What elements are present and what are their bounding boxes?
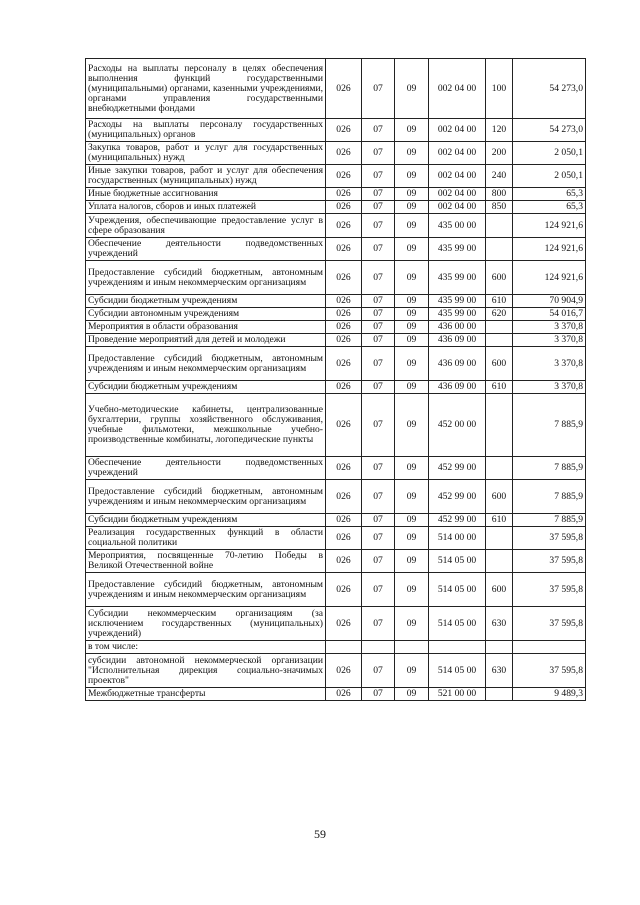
row-expense-type: 630 xyxy=(486,607,513,641)
table-row xyxy=(86,654,586,688)
row-target-article: 521 00 00 xyxy=(429,688,486,701)
row-target-article xyxy=(429,641,486,654)
table-row xyxy=(86,201,586,214)
row-subsection: 09 xyxy=(395,334,429,347)
row-name: Учебно-методические кабинеты, централизованные бухгалтерии, группы хозяйственного обслуживания, учебные фильмотеки, межшкольные учебно-производственные комбинаты, логопедические пункты xyxy=(86,394,326,457)
row-name: Обеспечение деятельности подведомственных учреждений xyxy=(86,238,326,261)
row-amount: 7 885,9 xyxy=(513,514,586,527)
page-number: 59 xyxy=(314,827,326,841)
row-expense-type xyxy=(486,457,513,480)
row-section: 07 xyxy=(362,688,395,701)
row-section: 07 xyxy=(362,457,395,480)
row-subsection xyxy=(395,641,429,654)
row-gov-code: 026 xyxy=(326,514,362,527)
row-expense-type: 850 xyxy=(486,201,513,214)
row-name: Предоставление субсидий бюджетным, автономным учреждениям и иным некоммерческим организациям xyxy=(86,573,326,607)
row-gov-code: 026 xyxy=(326,394,362,457)
row-subsection: 09 xyxy=(395,214,429,238)
row-expense-type: 200 xyxy=(486,142,513,165)
row-target-article: 435 99 00 xyxy=(429,238,486,261)
row-amount: 2 050,1 xyxy=(513,142,586,165)
table-row xyxy=(86,188,586,201)
table-row xyxy=(86,321,586,334)
row-expense-type: 610 xyxy=(486,295,513,308)
table-row xyxy=(86,381,586,394)
row-gov-code: 026 xyxy=(326,321,362,334)
row-gov-code: 026 xyxy=(326,142,362,165)
table-row xyxy=(86,261,586,295)
row-expense-type: 100 xyxy=(486,59,513,119)
table-body xyxy=(86,59,586,701)
table-row xyxy=(86,688,586,701)
row-section: 07 xyxy=(362,321,395,334)
row-amount: 7 885,9 xyxy=(513,394,586,457)
row-gov-code xyxy=(326,641,362,654)
table-row xyxy=(86,214,586,238)
row-subsection: 09 xyxy=(395,347,429,381)
row-amount: 3 370,8 xyxy=(513,321,586,334)
row-gov-code: 026 xyxy=(326,261,362,295)
row-gov-code: 026 xyxy=(326,457,362,480)
row-amount: 3 370,8 xyxy=(513,381,586,394)
table-row xyxy=(86,573,586,607)
row-name: Субсидии некоммерческим организациям (за исключением государственных (муниципальных) учреждений) xyxy=(86,607,326,641)
row-subsection: 09 xyxy=(395,295,429,308)
row-gov-code: 026 xyxy=(326,119,362,142)
row-subsection: 09 xyxy=(395,573,429,607)
row-name: Иные закупки товаров, работ и услуг для обеспечения государственных (муниципальных) нужд xyxy=(86,165,326,188)
table-row xyxy=(86,334,586,347)
row-gov-code: 026 xyxy=(326,238,362,261)
row-subsection: 09 xyxy=(395,261,429,295)
row-amount: 65,3 xyxy=(513,188,586,201)
row-name: Проведение мероприятий для детей и молодежи xyxy=(86,334,326,347)
row-subsection: 09 xyxy=(395,321,429,334)
row-amount: 124 921,6 xyxy=(513,261,586,295)
row-section: 07 xyxy=(362,119,395,142)
row-gov-code: 026 xyxy=(326,654,362,688)
row-target-article: 002 04 00 xyxy=(429,201,486,214)
row-target-article: 452 99 00 xyxy=(429,514,486,527)
row-subsection: 09 xyxy=(395,188,429,201)
row-target-article: 002 04 00 xyxy=(429,142,486,165)
row-subsection: 09 xyxy=(395,201,429,214)
row-expense-type: 800 xyxy=(486,188,513,201)
table-row xyxy=(86,119,586,142)
table-row xyxy=(86,347,586,381)
row-target-article: 514 05 00 xyxy=(429,550,486,573)
row-gov-code: 026 xyxy=(326,527,362,550)
row-expense-type: 610 xyxy=(486,514,513,527)
table-row xyxy=(86,550,586,573)
row-name: Субсидии бюджетным учреждениям xyxy=(86,381,326,394)
row-gov-code: 026 xyxy=(326,295,362,308)
row-name: Предоставление субсидий бюджетным, автономным учреждениям и иным некоммерческим организациям xyxy=(86,480,326,514)
row-subsection: 09 xyxy=(395,308,429,321)
row-amount: 37 595,8 xyxy=(513,573,586,607)
row-name: Уплата налогов, сборов и иных платежей xyxy=(86,201,326,214)
row-section: 07 xyxy=(362,261,395,295)
row-gov-code: 026 xyxy=(326,347,362,381)
row-section: 07 xyxy=(362,334,395,347)
row-name: Предоставление субсидий бюджетным, автономным учреждениям и иным некоммерческим организациям xyxy=(86,261,326,295)
row-target-article: 436 09 00 xyxy=(429,334,486,347)
table-row xyxy=(86,59,586,119)
row-section xyxy=(362,641,395,654)
row-subsection: 09 xyxy=(395,381,429,394)
row-expense-type: 610 xyxy=(486,381,513,394)
table-row xyxy=(86,142,586,165)
row-name: субсидии автономной некоммерческой организации "Исполнительная дирекция социально-значимых проектов" xyxy=(86,654,326,688)
row-expense-type xyxy=(486,641,513,654)
table-row xyxy=(86,238,586,261)
row-expense-type: 120 xyxy=(486,119,513,142)
row-expense-type: 600 xyxy=(486,480,513,514)
row-expense-type: 630 xyxy=(486,654,513,688)
row-section: 07 xyxy=(362,381,395,394)
row-section: 07 xyxy=(362,188,395,201)
row-section: 07 xyxy=(362,527,395,550)
row-target-article: 435 00 00 xyxy=(429,214,486,238)
row-section: 07 xyxy=(362,514,395,527)
row-section: 07 xyxy=(362,201,395,214)
table-row xyxy=(86,165,586,188)
row-amount xyxy=(513,641,586,654)
row-gov-code: 026 xyxy=(326,573,362,607)
row-section: 07 xyxy=(362,347,395,381)
row-gov-code: 026 xyxy=(326,381,362,394)
row-target-article: 452 99 00 xyxy=(429,480,486,514)
row-expense-type xyxy=(486,688,513,701)
row-amount: 54 273,0 xyxy=(513,59,586,119)
row-gov-code: 026 xyxy=(326,59,362,119)
row-name: Закупка товаров, работ и услуг для государственных (муниципальных) нужд xyxy=(86,142,326,165)
row-expense-type xyxy=(486,527,513,550)
row-name: Реализация государственных функций в области социальной политики xyxy=(86,527,326,550)
row-name: Расходы на выплаты персоналу в целях обеспечения выполнения функций государственными (муниципальными) органами, казенными учреждениями, органами управления государственными внебюджетными фондами xyxy=(86,59,326,119)
row-subsection: 09 xyxy=(395,527,429,550)
row-section: 07 xyxy=(362,607,395,641)
row-name: Субсидии бюджетным учреждениям xyxy=(86,295,326,308)
table-row xyxy=(86,457,586,480)
row-target-article: 435 99 00 xyxy=(429,308,486,321)
row-section: 07 xyxy=(362,394,395,457)
row-section: 07 xyxy=(362,142,395,165)
row-name: в том числе: xyxy=(86,641,326,654)
row-target-article: 514 05 00 xyxy=(429,573,486,607)
row-target-article: 436 09 00 xyxy=(429,347,486,381)
row-gov-code: 026 xyxy=(326,688,362,701)
table-row xyxy=(86,527,586,550)
row-target-article: 002 04 00 xyxy=(429,59,486,119)
row-amount: 9 489,3 xyxy=(513,688,586,701)
budget-table xyxy=(85,58,586,701)
row-amount: 37 595,8 xyxy=(513,550,586,573)
row-name: Мероприятия, посвященные 70-летию Победы в Великой Отечественной войне xyxy=(86,550,326,573)
row-target-article: 436 09 00 xyxy=(429,381,486,394)
row-amount: 3 370,8 xyxy=(513,334,586,347)
row-gov-code: 026 xyxy=(326,607,362,641)
row-subsection: 09 xyxy=(395,607,429,641)
row-gov-code: 026 xyxy=(326,188,362,201)
row-expense-type xyxy=(486,321,513,334)
row-amount: 54 273,0 xyxy=(513,119,586,142)
row-target-article: 436 00 00 xyxy=(429,321,486,334)
table-row xyxy=(86,295,586,308)
row-target-article: 514 05 00 xyxy=(429,607,486,641)
row-amount: 124 921,6 xyxy=(513,214,586,238)
row-section: 07 xyxy=(362,295,395,308)
row-subsection: 09 xyxy=(395,514,429,527)
table-row xyxy=(86,514,586,527)
row-subsection: 09 xyxy=(395,688,429,701)
row-section: 07 xyxy=(362,573,395,607)
row-amount: 54 016,7 xyxy=(513,308,586,321)
row-subsection: 09 xyxy=(395,654,429,688)
row-target-article: 002 04 00 xyxy=(429,119,486,142)
row-section: 07 xyxy=(362,550,395,573)
row-name: Мероприятия в области образования xyxy=(86,321,326,334)
row-expense-type: 620 xyxy=(486,308,513,321)
row-amount: 37 595,8 xyxy=(513,654,586,688)
row-gov-code: 026 xyxy=(326,480,362,514)
row-subsection: 09 xyxy=(395,142,429,165)
row-amount: 70 904,9 xyxy=(513,295,586,308)
row-expense-type xyxy=(486,238,513,261)
row-expense-type: 600 xyxy=(486,347,513,381)
row-subsection: 09 xyxy=(395,238,429,261)
row-name: Субсидии бюджетным учреждениям xyxy=(86,514,326,527)
row-subsection: 09 xyxy=(395,550,429,573)
row-amount: 65,3 xyxy=(513,201,586,214)
table-row xyxy=(86,607,586,641)
row-gov-code: 026 xyxy=(326,308,362,321)
row-name: Межбюджетные трансферты xyxy=(86,688,326,701)
row-name: Предоставление субсидий бюджетным, автономным учреждениям и иным некоммерческим организациям xyxy=(86,347,326,381)
table-row xyxy=(86,394,586,457)
row-gov-code: 026 xyxy=(326,201,362,214)
row-subsection: 09 xyxy=(395,457,429,480)
row-gov-code: 026 xyxy=(326,214,362,238)
row-amount: 2 050,1 xyxy=(513,165,586,188)
row-amount: 37 595,8 xyxy=(513,527,586,550)
row-expense-type xyxy=(486,394,513,457)
row-gov-code: 026 xyxy=(326,165,362,188)
row-amount: 3 370,8 xyxy=(513,347,586,381)
row-target-article: 435 99 00 xyxy=(429,295,486,308)
row-section: 07 xyxy=(362,238,395,261)
row-amount: 37 595,8 xyxy=(513,607,586,641)
row-expense-type xyxy=(486,550,513,573)
row-subsection: 09 xyxy=(395,59,429,119)
table-row xyxy=(86,308,586,321)
row-target-article: 514 05 00 xyxy=(429,654,486,688)
row-amount: 7 885,9 xyxy=(513,480,586,514)
row-expense-type xyxy=(486,214,513,238)
table-row xyxy=(86,641,586,654)
row-section: 07 xyxy=(362,214,395,238)
row-target-article: 435 99 00 xyxy=(429,261,486,295)
row-target-article: 002 04 00 xyxy=(429,165,486,188)
row-name: Иные бюджетные ассигнования xyxy=(86,188,326,201)
row-expense-type xyxy=(486,334,513,347)
row-name: Субсидии автономным учреждениям xyxy=(86,308,326,321)
row-gov-code: 026 xyxy=(326,334,362,347)
row-amount: 7 885,9 xyxy=(513,457,586,480)
row-name: Учреждения, обеспечивающие предоставление услуг в сфере образования xyxy=(86,214,326,238)
row-subsection: 09 xyxy=(395,394,429,457)
row-gov-code: 026 xyxy=(326,550,362,573)
row-section: 07 xyxy=(362,654,395,688)
row-expense-type: 600 xyxy=(486,573,513,607)
row-section: 07 xyxy=(362,59,395,119)
row-target-article: 452 00 00 xyxy=(429,394,486,457)
row-section: 07 xyxy=(362,165,395,188)
row-name: Обеспечение деятельности подведомственных учреждений xyxy=(86,457,326,480)
row-section: 07 xyxy=(362,308,395,321)
row-expense-type: 600 xyxy=(486,261,513,295)
table-row xyxy=(86,480,586,514)
row-amount: 124 921,6 xyxy=(513,238,586,261)
row-expense-type: 240 xyxy=(486,165,513,188)
row-section: 07 xyxy=(362,480,395,514)
row-name: Расходы на выплаты персоналу государственных (муниципальных) органов xyxy=(86,119,326,142)
row-subsection: 09 xyxy=(395,480,429,514)
row-target-article: 002 04 00 xyxy=(429,188,486,201)
row-target-article: 514 00 00 xyxy=(429,527,486,550)
row-subsection: 09 xyxy=(395,119,429,142)
row-subsection: 09 xyxy=(395,165,429,188)
row-target-article: 452 99 00 xyxy=(429,457,486,480)
